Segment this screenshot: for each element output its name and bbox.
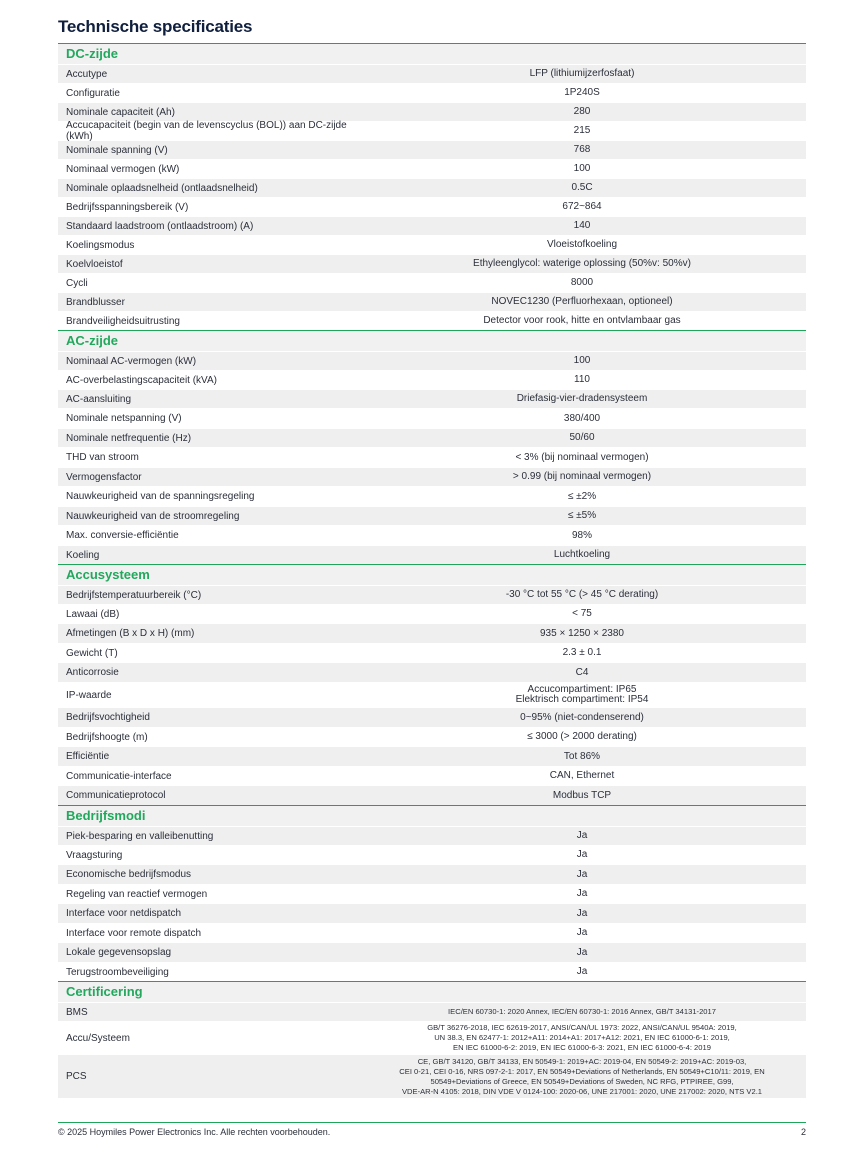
spec-label: Max. conversie-efficiëntie xyxy=(66,530,179,541)
spec-value-line: NOVEC1230 (Perfluorhexaan, optioneel) xyxy=(491,296,673,307)
spec-value xyxy=(358,850,806,860)
spec-label: Accutype xyxy=(66,68,108,80)
spec-value xyxy=(358,394,806,404)
footer-divider xyxy=(58,1122,806,1123)
spec-value xyxy=(358,356,806,366)
spec-value-line: < 3% (bij nominaal vermogen) xyxy=(515,451,649,463)
spec-label: Gewicht (T) xyxy=(66,647,118,659)
spec-value xyxy=(358,550,806,560)
spec-value-line: 1P240S xyxy=(564,87,600,98)
spec-value-line: Tot 86% xyxy=(563,750,601,762)
spec-row xyxy=(58,1021,806,1054)
spec-value xyxy=(358,967,806,977)
spec-value-line: VDE-AR-N 4105: 2018, DIN VDE V 0124-100: 2020-06, UNE 217001: 2020, UNE 217002: 2020, NTS V2.1 xyxy=(401,1086,763,1096)
spec-value xyxy=(358,791,806,801)
spec-label: Koeling xyxy=(66,549,100,561)
spec-label: Nominale netspanning (V) xyxy=(66,413,182,424)
section-heading: Certificering xyxy=(58,981,806,1002)
spec-label: Communicatie-interface xyxy=(66,770,172,782)
spec-value-line: Luchtkoeling xyxy=(553,549,611,560)
spec-value-line: 98% xyxy=(571,529,592,541)
spec-value-line: 2.3 ± 0.1 xyxy=(562,647,602,658)
spec-value xyxy=(358,375,806,385)
spec-value-line: UN 38.3, EN 62477-1: 2012+A11: 2014+A1: 2017+A12: 2021, EN IEC 61000-6-1: 2019, xyxy=(434,1033,730,1042)
spec-label: BMS xyxy=(66,1006,88,1018)
spec-row xyxy=(58,216,806,235)
spec-label: Nominale oplaadsnelheid (ontlaadsnelheid) xyxy=(66,182,258,194)
spec-value-line: 100 xyxy=(573,355,591,366)
spec-row xyxy=(58,159,806,178)
spec-row xyxy=(58,292,806,311)
spec-value-line: Detector voor rook, hitte en ontvlambaar gas xyxy=(483,315,681,326)
spec-value xyxy=(358,414,806,424)
spec-label: Terugstroombeveiliging xyxy=(66,966,169,978)
spec-value xyxy=(358,278,806,288)
spec-row xyxy=(58,766,806,785)
spec-row xyxy=(58,83,806,102)
spec-row xyxy=(58,351,806,370)
spec-value xyxy=(358,928,806,938)
spec-label: Nauwkeurigheid van de stroomregeling xyxy=(66,510,240,522)
spec-label: Economische bedrijfsmodus xyxy=(66,869,192,880)
spec-value xyxy=(358,240,806,250)
spec-value-line: Ja xyxy=(576,888,588,899)
spec-row xyxy=(58,923,806,942)
spec-value xyxy=(358,668,806,678)
spec-value xyxy=(358,88,806,98)
page-number: 2 xyxy=(800,1127,806,1137)
spec-value xyxy=(358,685,806,705)
spec-row xyxy=(58,942,806,962)
spec-row xyxy=(58,1054,806,1098)
spec-value-line: Ja xyxy=(576,927,588,938)
spec-label: Interface voor netdispatch xyxy=(66,908,182,919)
page-footer xyxy=(58,1127,806,1137)
spec-row xyxy=(58,604,806,623)
spec-label: Vermogensfactor xyxy=(66,471,142,483)
spec-row xyxy=(58,682,806,707)
spec-value-line: LFP (lithiumijzerfosfaat) xyxy=(529,68,635,79)
spec-row xyxy=(58,197,806,216)
spec-value xyxy=(358,629,806,639)
spec-value-line: Accucompartiment: IP65 xyxy=(527,684,637,695)
spec-value-line: CEI 0-21, CEI 0-16, NRS 097-2-1: 2017, EN 50549+Deviations of Netherlands, EN 50549+C10/11: 2019, EN xyxy=(399,1066,765,1076)
spec-label: Koelingsmodus xyxy=(66,239,135,251)
spec-value xyxy=(358,590,806,600)
spec-label: Nominale capaciteit (Ah) xyxy=(66,106,175,118)
page-title: Technische specificaties xyxy=(58,17,253,36)
spec-value xyxy=(358,259,806,269)
spec-value xyxy=(358,609,806,619)
spec-label: Nauwkeurigheid van de spanningsregeling xyxy=(66,491,255,502)
spec-row xyxy=(58,662,806,682)
spec-row xyxy=(58,884,806,903)
spec-row xyxy=(58,962,806,981)
spec-label: Nominale netfrequentie (Hz) xyxy=(66,432,192,444)
spec-value xyxy=(358,909,806,919)
spec-row xyxy=(58,727,806,746)
spec-row xyxy=(58,1002,806,1021)
spec-value-line: Ja xyxy=(576,868,588,880)
spec-row xyxy=(58,623,806,643)
spec-value-line: 672~864 xyxy=(562,201,602,212)
spec-value-line: Ja xyxy=(576,830,588,841)
spec-label: Brandblusser xyxy=(66,296,125,308)
spec-value-line: EN IEC 61000-6-2: 2019, EN IEC 61000-6-3: 2021, EN IEC 61000-6-4: 2019 xyxy=(453,1043,711,1052)
spec-value-line: 50549+Deviations of Greece, EN 50549+Deviations of Sweden, NC RFG, PTPIREE, G99, xyxy=(430,1076,734,1086)
spec-row xyxy=(58,408,806,428)
spec-label: Configuratie xyxy=(66,87,120,99)
spec-row xyxy=(58,643,806,662)
spec-row xyxy=(58,903,806,923)
spec-label: Lawaai (dB) xyxy=(66,608,120,620)
spec-value xyxy=(358,713,806,723)
spec-label: Nominaal AC-vermogen (kW) xyxy=(66,355,197,367)
spec-value-line: Ja xyxy=(576,946,588,958)
spec-row xyxy=(58,467,806,486)
spec-value-line: 0.5C xyxy=(571,182,593,193)
spec-value xyxy=(358,202,806,212)
spec-value-line: ≤ 3000 (> 2000 derating) xyxy=(527,731,637,742)
spec-label: Communicatieprotocol xyxy=(66,790,166,801)
spec-row xyxy=(58,826,806,845)
spec-row xyxy=(58,389,806,408)
copyright-text: © 2025 Hoymiles Power Electronics Inc. Alle rechten voorbehouden. xyxy=(58,1127,331,1137)
spec-row xyxy=(58,428,806,447)
spec-value-line: Elektrisch compartiment: IP54 xyxy=(515,694,649,705)
spec-value-line: Vloeistofkoeling xyxy=(546,239,618,250)
spec-label: PCS xyxy=(66,1071,87,1082)
spec-value-line: -30 °C tot 55 °C (> 45 °C derating) xyxy=(505,589,659,600)
spec-label: Nominaal vermogen (kW) xyxy=(66,163,180,175)
spec-value xyxy=(358,107,806,117)
spec-value xyxy=(358,453,806,463)
spec-value-line: Modbus TCP xyxy=(552,789,612,801)
spec-value xyxy=(358,164,806,174)
spec-label: Nominale spanning (V) xyxy=(66,144,168,156)
spec-label: Accucapaciteit (begin van de levenscyclus (BOL)) aan DC-zijde (kWh) xyxy=(66,120,347,142)
spec-value xyxy=(358,511,806,521)
spec-row xyxy=(58,235,806,254)
spec-value-line: Ja xyxy=(576,849,588,860)
spec-value-line: 280 xyxy=(573,106,591,117)
spec-label: Bedrijfshoogte (m) xyxy=(66,731,148,743)
spec-value-line: CAN, Ethernet xyxy=(549,770,615,781)
spec-label: Bedrijfstemperatuurbereik (°C) xyxy=(66,589,202,601)
spec-value-line: IEC/EN 60730-1: 2020 Annex, IEC/EN 60730-1: 2016 Annex, GB/T 34131-2017 xyxy=(448,1007,716,1016)
spec-value-line: 215 xyxy=(573,125,591,136)
spec-row xyxy=(58,506,806,525)
spec-label: Koelvloeistof xyxy=(66,258,123,270)
spec-label: Vraagsturing xyxy=(66,849,123,861)
spec-label: Accu/Systeem xyxy=(66,1032,130,1044)
spec-label: Interface voor remote dispatch xyxy=(66,927,202,939)
spec-value xyxy=(358,126,806,136)
spec-row xyxy=(58,785,806,805)
spec-value-line: 380/400 xyxy=(563,412,601,424)
spec-label: Piek-besparing en valleibenutting xyxy=(66,830,214,842)
spec-value-line: 140 xyxy=(573,220,591,231)
spec-value-line: GB/T 36276-2018, IEC 62619-2017, ANSI/CAN/UL 1973: 2022, ANSI/CAN/UL 9540A: 2019, xyxy=(427,1023,737,1032)
spec-value xyxy=(358,472,806,482)
spec-row xyxy=(58,845,806,864)
spec-label: Anticorrosie xyxy=(66,667,119,678)
spec-label: AC-aansluiting xyxy=(66,393,132,405)
spec-value xyxy=(358,1007,806,1017)
spec-row xyxy=(58,311,806,330)
section-heading: Accusysteem xyxy=(58,564,806,585)
spec-value-line: 768 xyxy=(573,144,591,155)
spec-value-line: ≤ ±2% xyxy=(567,490,597,502)
spec-value-line: C4 xyxy=(575,666,589,678)
spec-value-line: Driefasig-vier-dradensysteem xyxy=(516,393,648,404)
spec-value xyxy=(358,771,806,781)
spec-value xyxy=(358,316,806,326)
spec-value-line: 935 × 1250 × 2380 xyxy=(540,627,624,639)
spec-row xyxy=(58,585,806,604)
spec-value-line: 100 xyxy=(573,163,591,174)
spec-value-line: 0~95% (niet-condenserend) xyxy=(520,711,644,723)
spec-value xyxy=(358,492,806,502)
spec-value xyxy=(358,831,806,841)
spec-label: THD van stroom xyxy=(66,452,139,463)
spec-label: AC-overbelastingscapaciteit (kVA) xyxy=(66,374,217,386)
spec-row xyxy=(58,707,806,727)
spec-row xyxy=(58,254,806,273)
spec-value xyxy=(358,648,806,658)
spec-label: Efficiëntie xyxy=(66,751,110,762)
spec-value xyxy=(358,183,806,193)
spec-value-line: 110 xyxy=(574,374,590,385)
spec-label: Cycli xyxy=(66,277,88,289)
spec-value-line: CE, GB/T 34120, GB/T 34133, EN 50549-1: 2019+AC: 2019-04, EN 50549-2: 2019+AC: 2019-03, xyxy=(417,1056,747,1066)
section-heading: AC-zijde xyxy=(58,330,806,351)
spec-row xyxy=(58,447,806,467)
spec-table xyxy=(58,43,806,1098)
spec-value-line: 50/60 xyxy=(569,432,595,443)
section-heading: DC-zijde xyxy=(58,43,806,64)
spec-label: Regeling van reactief vermogen xyxy=(66,888,208,900)
spec-value xyxy=(358,752,806,762)
spec-value xyxy=(358,531,806,541)
spec-value xyxy=(358,145,806,155)
spec-value xyxy=(358,870,806,880)
spec-value xyxy=(358,889,806,899)
spec-row xyxy=(58,746,806,766)
spec-value xyxy=(358,732,806,742)
spec-row xyxy=(58,140,806,159)
spec-label: Lokale gegevensopslag xyxy=(66,947,172,958)
spec-value-line: < 75 xyxy=(572,608,592,619)
spec-label: Standaard laadstroom (ontlaadstroom) (A) xyxy=(66,220,254,232)
spec-value-line: > 0.99 (bij nominaal vermogen) xyxy=(512,471,652,482)
spec-row xyxy=(58,370,806,389)
spec-label: Bedrijfsvochtigheid xyxy=(66,712,150,723)
spec-label: IP-waarde xyxy=(66,689,112,701)
spec-row xyxy=(58,64,806,83)
spec-row xyxy=(58,545,806,564)
spec-value xyxy=(358,1057,806,1097)
spec-row xyxy=(58,486,806,506)
spec-value xyxy=(358,1023,806,1053)
spec-value xyxy=(358,297,806,307)
spec-value xyxy=(358,69,806,79)
spec-row xyxy=(58,102,806,121)
spec-row xyxy=(58,525,806,545)
spec-value xyxy=(358,433,806,443)
section-heading: Bedrijfsmodi xyxy=(58,805,806,826)
spec-label: Brandveiligheidsuitrusting xyxy=(66,315,180,327)
spec-row xyxy=(58,273,806,292)
spec-row xyxy=(58,121,806,140)
spec-row xyxy=(58,864,806,884)
spec-value-line: Ja xyxy=(576,907,588,919)
spec-value-line: Ethyleenglycol: waterige oplossing (50%v: 50%v) xyxy=(473,258,691,269)
spec-value-line: 8000 xyxy=(570,277,594,288)
spec-label: Bedrijfsspanningsbereik (V) xyxy=(66,201,189,213)
spec-value-line: ≤ ±5% xyxy=(567,510,597,521)
spec-value-line: Ja xyxy=(576,966,588,977)
spec-value xyxy=(358,221,806,231)
spec-row xyxy=(58,178,806,197)
spec-label: Afmetingen (B x D x H) (mm) xyxy=(66,628,195,639)
spec-value xyxy=(358,948,806,958)
